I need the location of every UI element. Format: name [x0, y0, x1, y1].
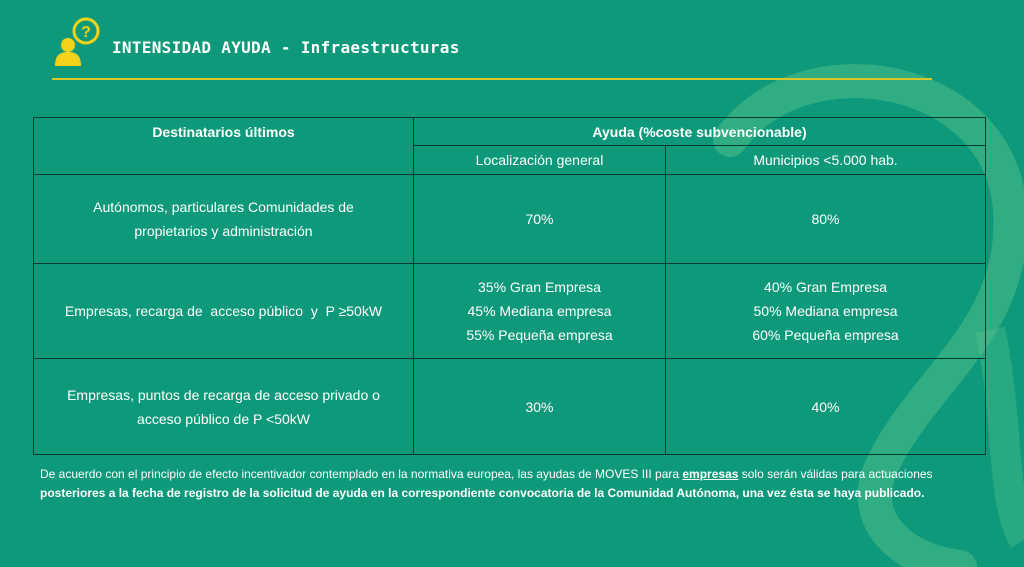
cell-municipios: 40%	[666, 359, 986, 455]
slide-header	[52, 14, 460, 70]
svg-text:?: ?	[81, 24, 91, 41]
cell-municipios: 40% Gran Empresa 50% Mediana empresa 60% Pequeña empresa	[666, 264, 986, 359]
cell-destinatario: Autónomos, particulares Comunidades de propietarios y administración	[34, 175, 414, 264]
aid-intensity-table	[33, 117, 986, 455]
footnote: De acuerdo con el principio de efecto incentivador contemplado en la normativa europea, las ayudas de MOVES III para empresas solo serán válidas para actuaciones posteriores a la fecha de registro de la solicitud de ayuda en la correspondiente convocatoria de la Comunidad Autónoma, una vez ésta se haya publicado.	[40, 467, 933, 500]
cell-destinatario: Empresas, puntos de recarga de acceso privado o acceso público de P <50kW	[34, 359, 414, 455]
footnote-emphasis: posteriores a la fecha de registro de la solicitud de ayuda en la correspondiente convocatoria de la Comunidad Autónoma, una vez ésta se haya publicado.	[40, 486, 925, 500]
subheader-localizacion-general: Localización general	[414, 146, 666, 175]
page-title: INTENSIDAD AYUDA - Infraestructuras	[112, 37, 460, 57]
table-row	[34, 175, 986, 264]
cell-municipios: 80%	[666, 175, 986, 264]
header-ayuda: Ayuda (%coste subvencionable)	[414, 118, 986, 146]
table-row	[34, 264, 986, 359]
cell-general: 70%	[414, 175, 666, 264]
cell-destinatario: Empresas, recarga de acceso público y P ≥50kW	[34, 264, 414, 359]
cell-general: 35% Gran Empresa 45% Mediana empresa 55% Pequeña empresa	[414, 264, 666, 359]
cell-general: 30%	[414, 359, 666, 455]
footnote-emphasis-empresas: empresas	[682, 467, 739, 481]
header-divider	[52, 78, 932, 80]
person-question-icon	[52, 16, 104, 68]
table-row	[34, 359, 986, 455]
header-destinatarios: Destinatarios últimos	[34, 118, 414, 175]
subheader-municipios: Municipios <5.000 hab.	[666, 146, 986, 175]
